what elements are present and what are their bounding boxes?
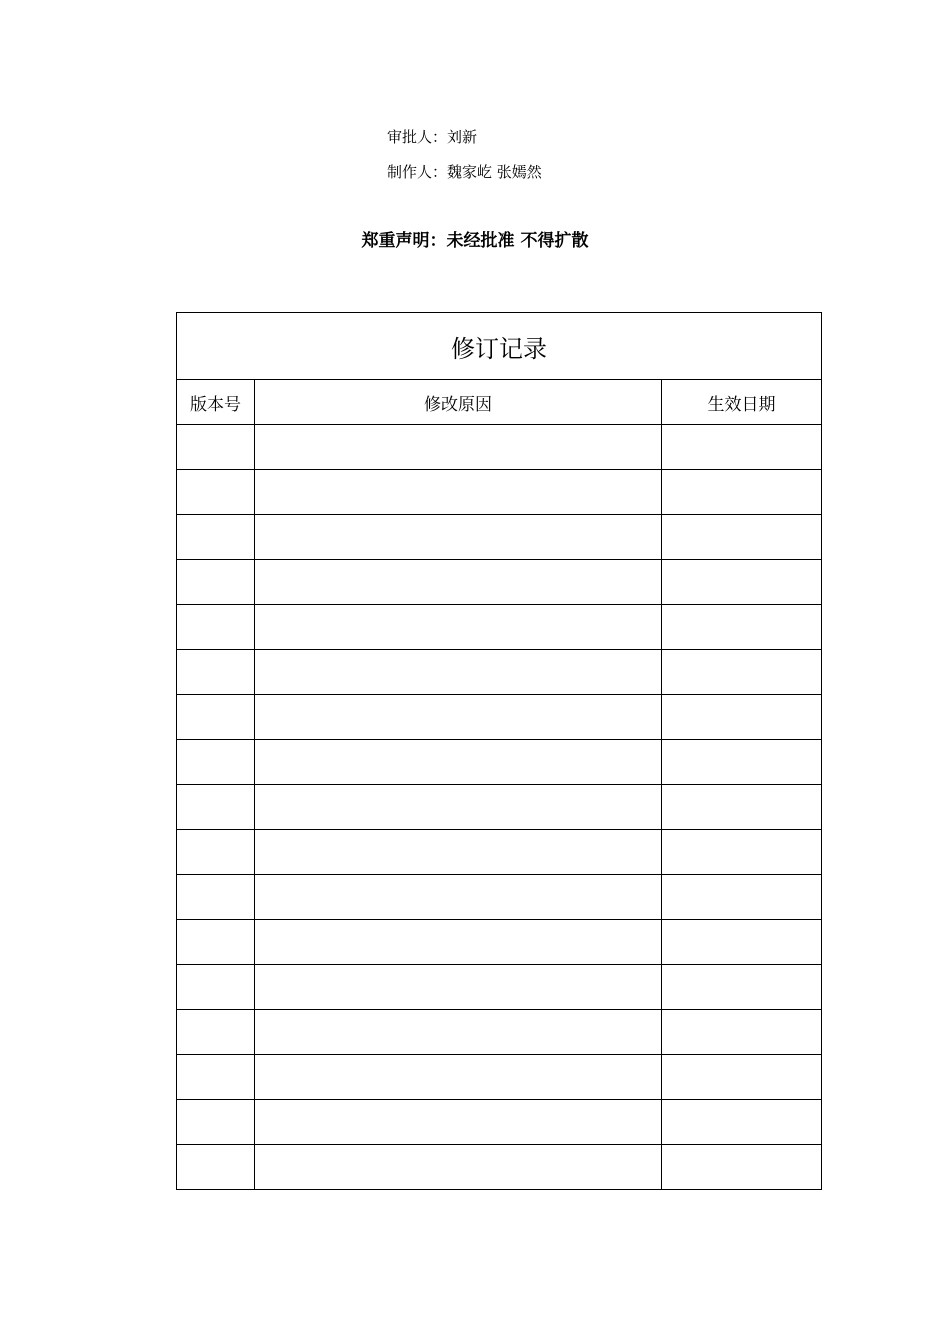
table-row (177, 1010, 822, 1055)
effective-date-cell (662, 560, 822, 605)
version-cell (177, 470, 255, 515)
version-cell (177, 605, 255, 650)
effective-date-cell (662, 875, 822, 920)
table-row (177, 650, 822, 695)
reason-cell (255, 470, 662, 515)
reason-cell (255, 1010, 662, 1055)
table-row (177, 830, 822, 875)
version-cell (177, 1145, 255, 1190)
table-row (177, 920, 822, 965)
reason-cell (255, 830, 662, 875)
reason-cell (255, 425, 662, 470)
table-row (177, 605, 822, 650)
column-header-reason: 修改原因 (255, 380, 662, 425)
version-cell (177, 1055, 255, 1100)
table-row (177, 1055, 822, 1100)
table-title-row (177, 313, 822, 380)
table-row (177, 1100, 822, 1145)
table-header-row (177, 380, 822, 425)
version-cell (177, 920, 255, 965)
table-row (177, 560, 822, 605)
effective-date-cell (662, 965, 822, 1010)
reason-cell (255, 695, 662, 740)
reason-cell (255, 1055, 662, 1100)
version-cell (177, 740, 255, 785)
effective-date-cell (662, 515, 822, 560)
reason-cell (255, 1145, 662, 1190)
effective-date-cell (662, 1145, 822, 1190)
reason-cell (255, 605, 662, 650)
table-row (177, 515, 822, 560)
effective-date-cell (662, 695, 822, 740)
effective-date-cell (662, 425, 822, 470)
table-title: 修订记录 (177, 313, 822, 380)
reason-cell (255, 785, 662, 830)
effective-date-cell (662, 1055, 822, 1100)
reason-cell (255, 1100, 662, 1145)
effective-date-cell (662, 920, 822, 965)
reason-cell (255, 650, 662, 695)
version-cell (177, 830, 255, 875)
version-cell (177, 695, 255, 740)
version-cell (177, 785, 255, 830)
table-row (177, 1145, 822, 1190)
reason-cell (255, 515, 662, 560)
table-row (177, 740, 822, 785)
table-row (177, 470, 822, 515)
version-cell (177, 1010, 255, 1055)
column-header-version: 版本号 (177, 380, 255, 425)
column-header-effective-date: 生效日期 (662, 380, 822, 425)
version-cell (177, 965, 255, 1010)
version-cell (177, 875, 255, 920)
reason-cell (255, 740, 662, 785)
effective-date-cell (662, 740, 822, 785)
table-row (177, 695, 822, 740)
effective-date-cell (662, 1010, 822, 1055)
revision-record-table (176, 312, 822, 1190)
reason-cell (255, 965, 662, 1010)
effective-date-cell (662, 830, 822, 875)
effective-date-cell (662, 785, 822, 830)
version-cell (177, 650, 255, 695)
maker-line: 制作人：魏家屹 张嫣然 (387, 163, 542, 181)
reason-cell (255, 920, 662, 965)
effective-date-cell (662, 605, 822, 650)
version-cell (177, 1100, 255, 1145)
effective-date-cell (662, 470, 822, 515)
version-cell (177, 515, 255, 560)
confidentiality-notice: 郑重声明：未经批准 不得扩散 (361, 231, 589, 251)
version-cell (177, 560, 255, 605)
reason-cell (255, 560, 662, 605)
table-row (177, 785, 822, 830)
reason-cell (255, 875, 662, 920)
approver-line: 审批人：刘新 (387, 128, 478, 146)
table-row (177, 875, 822, 920)
effective-date-cell (662, 650, 822, 695)
table-row (177, 425, 822, 470)
version-cell (177, 425, 255, 470)
effective-date-cell (662, 1100, 822, 1145)
table-row (177, 965, 822, 1010)
